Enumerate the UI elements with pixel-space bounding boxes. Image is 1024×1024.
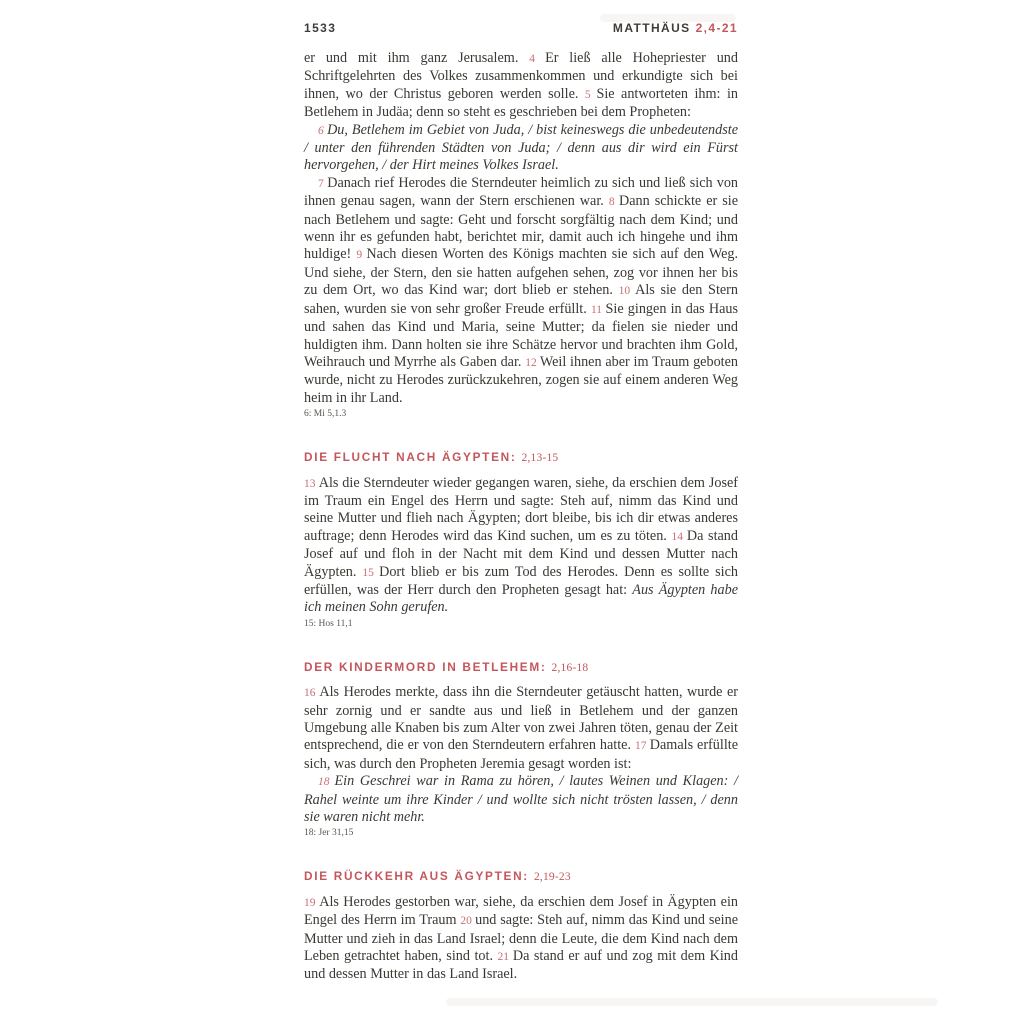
verse-text: Als sie den Stern sahen, wurden sie von sehr großer Freude erfüllt.	[304, 282, 739, 317]
scripture-paragraph	[304, 894, 738, 984]
scripture-paragraph	[304, 475, 738, 617]
verse-number: 20	[460, 915, 476, 928]
verse-number: 12	[525, 356, 540, 369]
scripture-paragraph	[304, 50, 738, 122]
scripture-paragraph	[304, 175, 738, 407]
cross-reference-footnote: 15: Hos 11,1	[304, 618, 353, 629]
scripture-text	[304, 50, 738, 984]
section-heading-range: 2,13-15	[521, 452, 559, 465]
section-heading-title: DER KINDERMORD IN BETLEHEM:	[304, 659, 547, 674]
running-head-book: MATTHÄUS	[612, 21, 691, 35]
scripture-paragraph	[304, 684, 738, 773]
verse-text: Da stand er auf und zog mit dem Kind und dessen Mutter in das Land Israel.	[304, 948, 738, 983]
verse-text: Damals erfüllte sich, was durch den Propheten Jeremia gesagt worden ist:	[304, 737, 738, 772]
section-heading-range: 2,19-23	[533, 871, 571, 884]
verse-number: 5	[584, 88, 597, 101]
section-heading	[304, 868, 738, 886]
page-column	[304, 21, 738, 984]
verse-text: Er ließ alle Hohepriester und Schriftgelehrten des Volkes zusammenkommen und erkundigte sich bei ihnen, wo der Christus geboren werden solle.	[304, 50, 738, 102]
scan-artifact-bottom	[446, 998, 938, 1006]
verse-number: 7	[318, 177, 328, 190]
verse-number: 9	[356, 249, 367, 262]
verse-number: 18	[318, 776, 335, 789]
verse-number: 11	[590, 303, 606, 316]
section-heading-range: 2,16-18	[551, 661, 589, 674]
verse-text: Sie gingen in das Haus und sahen das Kind und Maria, seine Mutter; da fielen sie nieder und huldigten ihm. Dann holten sie ihre Schätze hervor und brachten ihm Gold, Weihrauch und Myrrhe als Gaben dar.	[304, 300, 738, 370]
section-heading-title: DIE RÜCKKEHR AUS ÄGYPTEN:	[304, 869, 529, 884]
page-number: 1533	[304, 21, 337, 35]
verse-text: er und mit ihm ganz Jerusalem.	[304, 50, 530, 66]
quotation-paragraph	[304, 773, 738, 826]
verse-number: 4	[529, 53, 546, 65]
verse-text: Sie antworteten ihm: in Betlehem in Judäa; denn so steht es geschrieben bei dem Propheten:	[304, 85, 738, 121]
verse-number: 17	[634, 740, 650, 753]
verse-text: und sagte: Steh auf, nimm das Kind und seine Mutter und zieh in das Land Israel; denn die Leute, die dem Kind nach dem Leben getrachtet haben, sind tot.	[304, 912, 738, 965]
verse-text: Nach diesen Worten des Königs machten sie sich auf den Weg. Und siehe, der Stern, den sie hatten aufgehen sehen, zog vor ihnen her bis zu dem Ort, wo das Kind war; dort blieb er stehen.	[304, 246, 739, 299]
verse-text: Als Herodes merkte, dass ihn die Sterndeuter getäuscht hatten, wurde er sehr zornig und er sandte aus und ließ in Betlehem und der ganzen Umgebung alle Knaben bis zum Alter von zwei Jahren töten, genau der Zeit entsprechend, die er von den Sterndeutern erfahren hatte.	[304, 684, 739, 754]
verse-text: Weil ihnen aber im Traum geboten wurde, nicht zu Herodes zurückzukehren, zogen sie auf einem anderen Weg heim in ihr Land.	[304, 353, 738, 406]
page-header	[304, 21, 738, 35]
verse-text: Dann schickte er sie nach Betlehem und sagte: Geht und forscht sorgfältig nach dem Kind; und wenn ihr es gefunden habt, berichtet mir, damit auch ich hingehe und ihm huldige!	[304, 193, 738, 263]
quotation-paragraph	[304, 122, 738, 175]
verse-text: Dort blieb er bis zum Tod des Herodes. Denn es sollte sich erfüllen, was der Herr durch den Propheten gesagt hat:	[304, 563, 738, 598]
verse-number: 16	[304, 687, 320, 700]
section-heading	[304, 659, 738, 677]
verse-text: Du, Betlehem im Gebiet von Juda, / bist keineswegs die unbedeutendste / unter den führenden Städten von Juda; / denn aus dir wird ein Fürst hervorgehen, / der Hirt meines Volkes Israel.	[304, 121, 738, 174]
verse-text: Danach rief Herodes die Sterndeuter heimlich zu sich und ließ sich von ihnen genau sagen, wann der Stern erschienen war.	[304, 174, 739, 210]
running-head-verse-range: 2,4-21	[695, 21, 738, 35]
cross-reference-footnote: 6: Mi 5,1.3	[304, 409, 347, 420]
verse-text: Ein Geschrei war in Rama zu hören, / lautes Weinen und Klagen: / Rahel weinte um ihre Kinder / und wollte sich nicht trösten lassen, / denn sie waren nicht mehr.	[304, 773, 739, 826]
section-heading-title: DIE FLUCHT NACH ÄGYPTEN:	[304, 450, 517, 465]
section-heading	[304, 449, 738, 467]
verse-text: Als Herodes gestorben war, siehe, da erschien dem Josef in Ägypten ein Engel des Herrn im Traum	[304, 893, 738, 929]
verse-number: 21	[497, 951, 513, 964]
verse-text: Aus Ägypten habe ich meinen Sohn gerufen.	[304, 581, 739, 616]
verse-number: 13	[304, 477, 319, 490]
verse-number: 8	[608, 196, 619, 209]
verse-text: Da stand Josef auf und floh in der Nacht mit dem Kind und dessen Mutter nach Ägypten.	[304, 527, 738, 580]
cross-reference-footnote: 18: Jer 31,15	[304, 828, 354, 839]
verse-number: 15	[362, 566, 380, 579]
verse-number: 6	[318, 124, 328, 137]
verse-number: 10	[618, 285, 636, 298]
verse-text: Als die Sterndeuter wieder gegangen waren, siehe, da erschien dem Josef im Traum ein Engel des Herrn und sagte: Steh auf, nimm das Kind und seine Mutter und flieh nach Ägypten; dort bleibe, bis ich dir etwas anderes auftrage; denn Herodes wird das Kind suchen, um es zu töten.	[304, 474, 738, 544]
verse-number: 14	[671, 530, 687, 543]
running-head	[613, 21, 738, 35]
verse-number: 19	[304, 896, 320, 909]
